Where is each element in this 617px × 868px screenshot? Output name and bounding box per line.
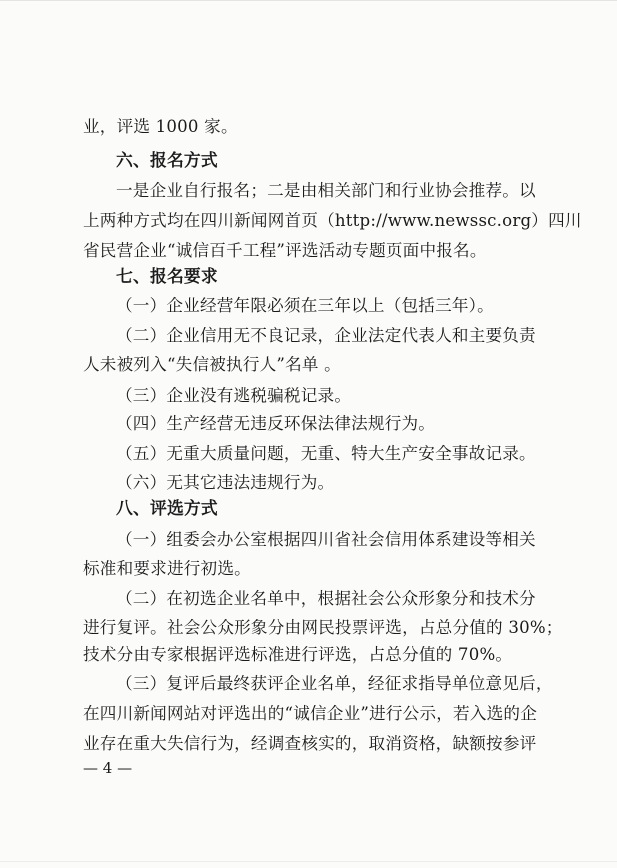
- section-heading-selection-method: 八、评选方式: [116, 498, 218, 518]
- paragraph-line: 技术分由专家根据评选标准进行评选，占总分值的 70%。: [83, 645, 513, 664]
- list-item: （一）组委会办公室根据四川省社会信用体系建设等相关: [116, 530, 536, 549]
- scan-edge-bottom: [0, 861, 617, 862]
- list-item: （一）企业经营年限必须在三年以上（包括三年）。: [116, 296, 494, 315]
- list-item: （三）复评后最终获评企业名单，经征求指导单位意见后，: [116, 674, 553, 693]
- page-number: — 4 —: [83, 759, 133, 777]
- paragraph-line: 上两种方式均在四川新闻网首页（http://www.newssc.org）四川: [83, 211, 582, 230]
- paragraph-line: 省民营企业“诚信百千工程”评选活动专题页面中报名。: [83, 241, 487, 260]
- paragraph-line: 标准和要求进行初选。: [83, 559, 251, 578]
- list-item: （五）无重大质量问题，无重、特大生产安全事故记录。: [116, 444, 536, 463]
- paragraph-line: 人未被列入“失信被执行人”名单 。: [83, 355, 341, 374]
- paragraph-line: 进行复评。社会公众形象分由网民投票评选，占总分值的 30%；: [83, 618, 563, 637]
- list-item: （二）企业信用无不良记录，企业法定代表人和主要负责: [116, 326, 536, 345]
- scan-edge-top: [0, 0, 617, 1]
- list-item: （四）生产经营无违反环保法律法规行为。: [116, 414, 436, 433]
- section-heading-registration-method: 六、报名方式: [116, 150, 218, 170]
- section-heading-registration-requirements: 七、报名要求: [116, 266, 218, 286]
- list-item: （六）无其它违法违规行为。: [116, 473, 335, 492]
- list-item: （三）企业没有逃税骗税记录。: [116, 386, 352, 405]
- paragraph-line: 业，评选 1000 家。: [83, 117, 238, 136]
- paragraph-line: 在四川新闻网站对评选出的“诚信企业”进行公示，若入选的企: [83, 704, 538, 723]
- paragraph-line: 一是企业自行报名；二是由相关部门和行业协会推荐。以: [116, 181, 536, 200]
- paragraph-line: 业存在重大失信行为，经调查核实的，取消资格，缺额按参评: [83, 734, 537, 753]
- list-item: （二）在初选企业名单中，根据社会公众形象分和技术分: [116, 589, 536, 608]
